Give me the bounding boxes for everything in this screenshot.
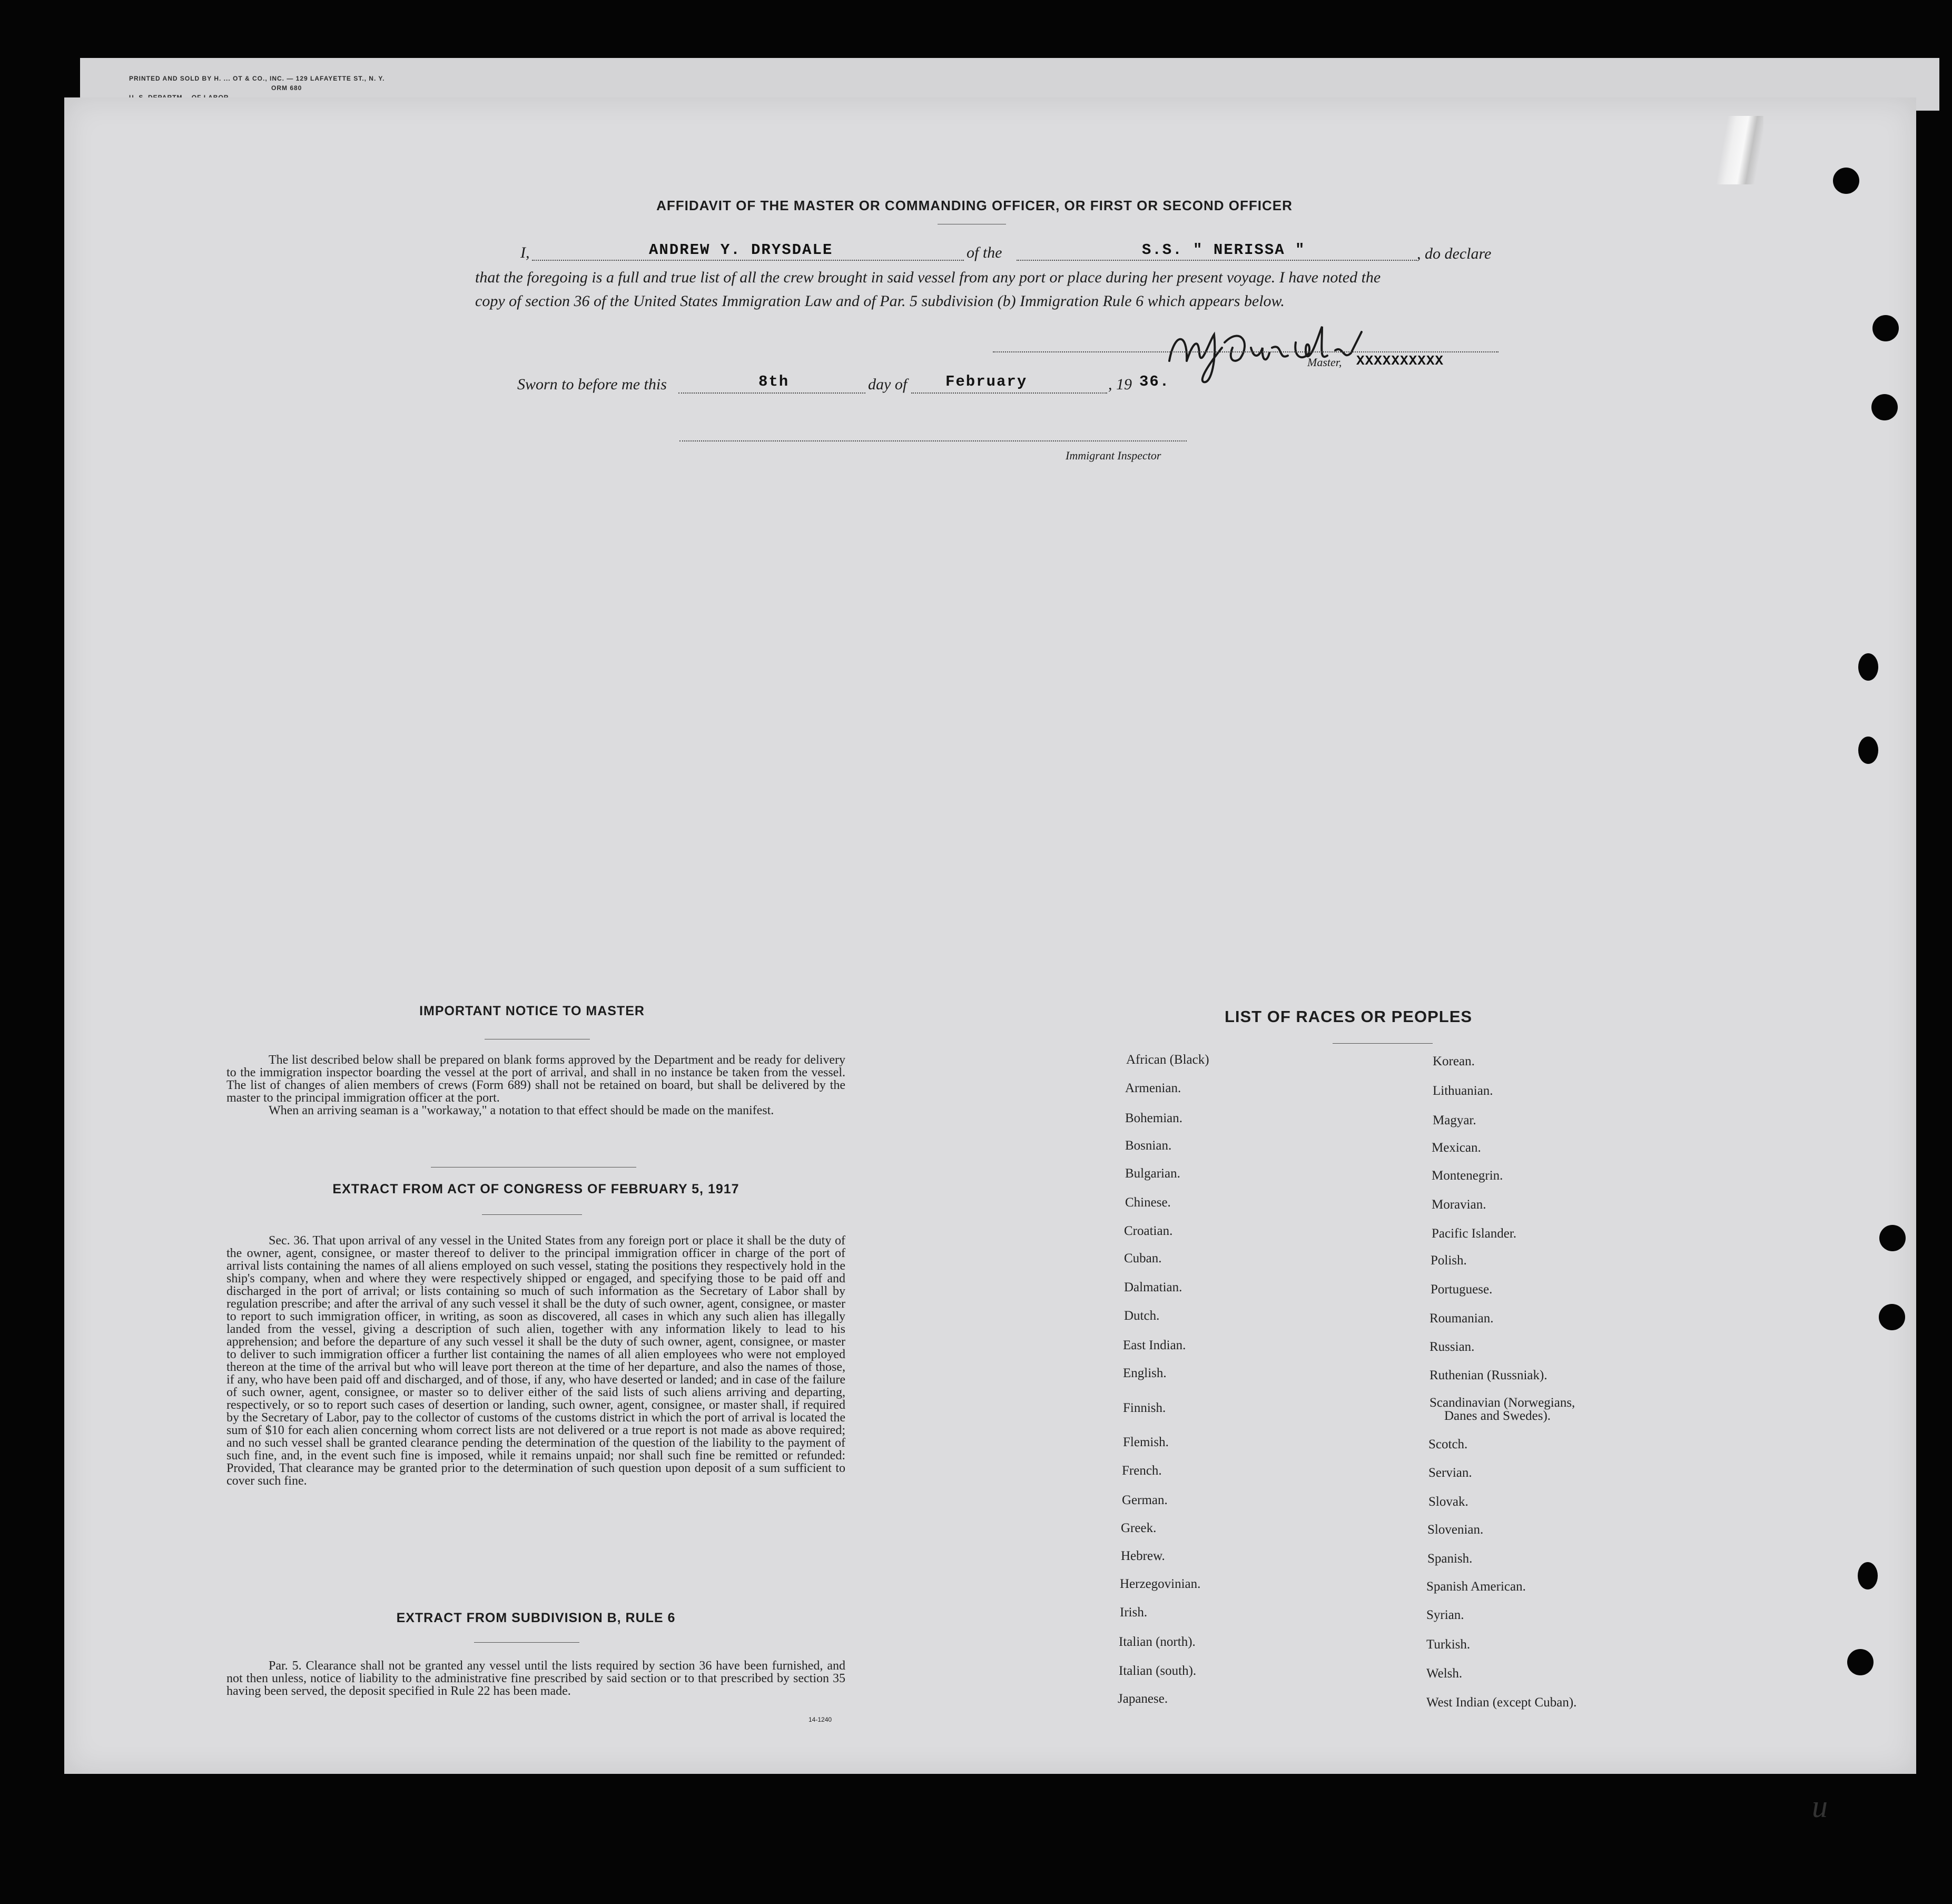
- race-item: Italian (south).: [1119, 1664, 1197, 1678]
- race-item: Moravian.: [1432, 1198, 1486, 1212]
- notice-title: IMPORTANT NOTICE TO MASTER: [419, 1004, 645, 1018]
- race-item: Spanish.: [1427, 1552, 1473, 1566]
- punch-hole: [1872, 315, 1899, 341]
- master-label: Master,: [1307, 356, 1342, 369]
- sworn-month: February: [945, 373, 1028, 390]
- race-item: Danes and Swedes).: [1444, 1409, 1551, 1423]
- race-item: West Indian (except Cuban).: [1426, 1695, 1577, 1710]
- month-line: [911, 392, 1107, 394]
- race-item: Herzegovinian.: [1120, 1577, 1201, 1591]
- name-line: [532, 260, 964, 261]
- race-item: Finnish.: [1123, 1401, 1166, 1415]
- race-item: Slovak.: [1428, 1495, 1468, 1509]
- punch-hole: [1847, 1649, 1874, 1675]
- race-item: Syrian.: [1426, 1608, 1464, 1622]
- affidavit-body-line-2: copy of section 36 of the United States Immigration Law and of Par. 5 subdivision (b) Immigration Rule 6 which appears below.: [475, 292, 1285, 310]
- punch-hole: [1833, 168, 1859, 194]
- race-item: Roumanian.: [1430, 1311, 1494, 1326]
- day-of-label: day of: [868, 376, 908, 393]
- race-item: Greek.: [1121, 1521, 1157, 1535]
- race-item: Armenian.: [1125, 1081, 1181, 1095]
- race-item: Portuguese.: [1431, 1282, 1493, 1297]
- punch-hole: [1871, 394, 1898, 420]
- punch-hole: [1858, 1562, 1878, 1589]
- race-item: Cuban.: [1124, 1251, 1162, 1265]
- extract-rule-body: [226, 1660, 845, 1697]
- race-item: Mexican.: [1432, 1141, 1481, 1155]
- officer-name: ANDREW Y. DRYSDALE: [649, 241, 833, 259]
- race-item: Hebrew.: [1121, 1549, 1165, 1563]
- extract-rule-title: EXTRACT FROM SUBDIVISION B, RULE 6: [396, 1611, 676, 1625]
- race-item: Bulgarian.: [1125, 1166, 1180, 1181]
- par-5-text: Par. 5. Clearance shall not be granted any vessel until the lists required by section 36 have been furnished, and not then unless, notice of liability to the administrative fine prescribed by said section or to that prescribed by section 35 having been served, the deposit specified in Rule 22 has been made.: [226, 1659, 845, 1698]
- notice-paragraph-1: The list described below shall be prepared on blank forms approved by the Department and be ready for delivery to the immigration inspector boarding the vessel at the port of arrival, and shall in no instance be taken from the vessel. The list of changes of alien members of crews (Form 689) shall not be retained on board, but shall be delivered by the master to the principal immigration officer at the port.: [226, 1053, 845, 1105]
- race-item: East Indian.: [1123, 1338, 1186, 1352]
- races-rule: [1333, 1043, 1433, 1044]
- race-item: Irish.: [1120, 1605, 1148, 1620]
- race-item: Scotch.: [1428, 1437, 1468, 1451]
- struck-out-title: XXXXXXXXXX: [1356, 353, 1444, 369]
- extract-rule-rule: [474, 1642, 579, 1643]
- race-item: Chinese.: [1125, 1195, 1171, 1210]
- race-item: Montenegrin.: [1432, 1169, 1503, 1183]
- race-item: Japanese.: [1118, 1692, 1168, 1706]
- punch-hole: [1858, 737, 1878, 764]
- extract-act-rule: [482, 1214, 582, 1215]
- race-item: Lithuanian.: [1433, 1084, 1493, 1098]
- pencil-margin-mark: u: [1812, 1789, 1828, 1824]
- extract-act-title: EXTRACT FROM ACT OF CONGRESS OF FEBRUARY 5, 1917: [332, 1182, 740, 1196]
- race-item: African (Black): [1126, 1053, 1209, 1067]
- section-36-text: Sec. 36. That upon arrival of any vessel in the United States from any foreign port or place it shall be the duty of the owner, agent, consignee, or master thereof to deliver to the principal immigration officer in charge of the port of arrival lists containing the names of all aliens employed on such vessel, stating the positions they respectively hold in the ship's company, when and where they were respectively shipped or engaged, and specifying those to be paid off and discharged in the port of arrival; or lists containing so much of such information as the Secretary of Labor shall by regulation prescribe; and after the arrival of any such vessel it shall be the duty of such owner, agent, consignee, or master to report to such immigration officer, in writing, as soon as discovered, all cases in which any such alien has illegally landed from the vessel, giving a description of such alien, together with any information likely to lead to his apprehension; and before the departure of any such vessel it shall be the duty of such owner, agent, consignee, or master to deliver to such immigration officer a further list containing the names of all alien employees who were not employed thereon at the time of the arrival but who will leave port thereon at the time of her departure, and also the names of those, if any, who have been paid off and discharged, and of those, if any, who have deserted or landed; and in case of the failure of such owner, agent, consignee, or master so to deliver either of the said lists of such aliens arriving and departing, respectively, or so to report such cases of desertion or landing, such owner, agent, consignee, or master shall, if required by the Secretary of Labor, pay to the collector of customs of the customs district in which the port of arrival is located the sum of $10 for each alien concerning whom correct lists are not delivered or a true report is not made as above required; and no such vessel shall be granted clearance pending the determination of the question of the liability to the payment of such fine, and, in the event such fine is imposed, while it remains unpaid; nor shall such fine be remitted or refunded: Provided, That clearance may be granted prior to the determination of such question upon deposit of a sum sufficient to cover such fine.: [226, 1234, 845, 1488]
- race-item: Polish.: [1431, 1253, 1467, 1268]
- race-item: Korean.: [1433, 1054, 1475, 1068]
- race-item: Spanish American.: [1426, 1579, 1526, 1594]
- sworn-day: 8th: [758, 373, 790, 390]
- race-item: Slovenian.: [1427, 1523, 1484, 1537]
- signature-line: [993, 351, 1498, 352]
- race-item: Welsh.: [1426, 1666, 1463, 1681]
- notice-body: [226, 1054, 845, 1117]
- inspector-line: [679, 440, 1187, 441]
- inspector-label: Immigrant Inspector: [1066, 449, 1161, 462]
- punch-hole: [1879, 1225, 1906, 1251]
- race-item: Pacific Islander.: [1432, 1226, 1517, 1241]
- affidavit-title: AFFIDAVIT OF THE MASTER OR COMMANDING OFFICER, OR FIRST OR SECOND OFFICER: [656, 198, 1293, 213]
- of-the-label: of the: [967, 244, 1002, 261]
- punch-hole: [1858, 653, 1878, 681]
- race-item: Russian.: [1430, 1340, 1475, 1354]
- race-item: Flemish.: [1123, 1435, 1169, 1449]
- race-item: French.: [1122, 1464, 1162, 1478]
- vessel-name: S.S. " NERISSA ": [1142, 241, 1306, 259]
- torn-paper-mark: [1716, 116, 1763, 184]
- punch-hole: [1879, 1304, 1905, 1330]
- races-title: LIST OF RACES OR PEOPLES: [1224, 1007, 1473, 1026]
- race-item: Magyar.: [1433, 1113, 1476, 1127]
- form-code: 14-1240: [809, 1716, 832, 1723]
- imprint-line-1: PRINTED AND SOLD BY H. ... OT & CO., INC. — 129 LAFAYETTE ST., N. Y.: [129, 75, 385, 82]
- year-prefix: , 19: [1108, 376, 1132, 393]
- sworn-label: Sworn to before me this: [517, 376, 667, 393]
- race-item: German.: [1122, 1493, 1168, 1507]
- race-item: Croatian.: [1124, 1224, 1173, 1238]
- document-page: [64, 97, 1916, 1774]
- race-item: Ruthenian (Russniak).: [1430, 1368, 1547, 1382]
- race-item: Bosnian.: [1125, 1139, 1172, 1153]
- sworn-year: 36.: [1139, 373, 1170, 390]
- race-item: Bohemian.: [1125, 1111, 1183, 1125]
- race-item: Italian (north).: [1119, 1635, 1196, 1649]
- day-line: [678, 392, 865, 394]
- race-item: Dutch.: [1124, 1309, 1160, 1323]
- race-item: Turkish.: [1426, 1637, 1471, 1652]
- pronoun-i: I,: [520, 244, 530, 261]
- vessel-line: [1017, 260, 1417, 261]
- race-item: English.: [1123, 1366, 1167, 1380]
- extract-act-body: [226, 1234, 845, 1487]
- do-declare-label: , do declare: [1417, 245, 1492, 262]
- affidavit-body-line-1: that the foregoing is a full and true list of all the crew brought in said vessel from any port or place during her present voyage. I have noted the: [475, 269, 1381, 286]
- race-item: Servian.: [1428, 1466, 1472, 1480]
- notice-paragraph-2: When an arriving seaman is a "workaway," a notation to that effect should be made on the manifest.: [269, 1104, 774, 1117]
- race-item: Dalmatian.: [1124, 1280, 1182, 1294]
- imprint-line-2: ORM 680: [271, 84, 302, 92]
- race-item: Scandinavian (Norwegians,: [1430, 1396, 1575, 1410]
- master-signature: [1161, 311, 1435, 385]
